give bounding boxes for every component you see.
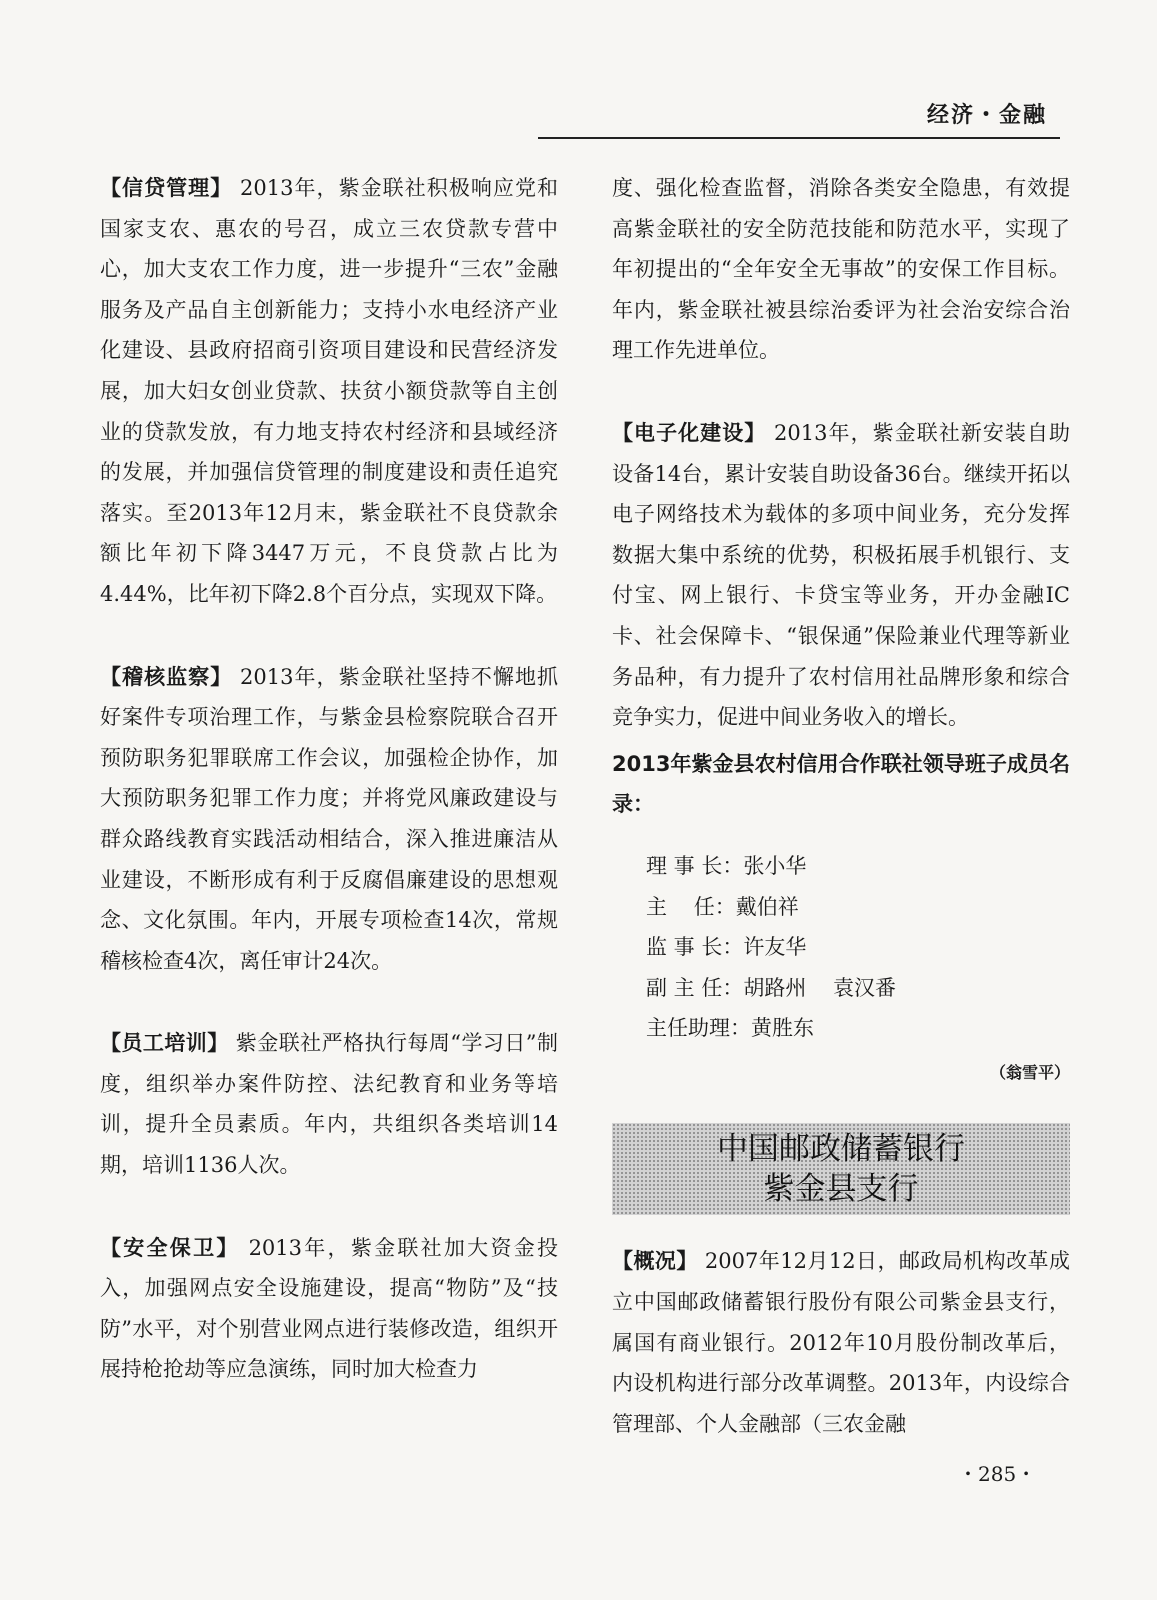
- credit-management-text: 2013年，紫金联社积极响应党和国家支农、惠农的号召，成立三农贷款专营中心，加大支农工作力度，进一步提升“三农”金融服务及产品自主创新能力；支持小水电经济产业化建设、县政府招商引资项目建设和民营经济发展，加大妇女创业贷款、扶贫小额贷款等自主创业的贷款发放，有力地支持农村经济和县域经济的发展，并加强信贷管理的制度建设和责任追究落实。至2013年12月末，紫金联社不良贷款余额比年初下降3447万元，不良贷款占比为4.44%，比年初下降2.8个百分点，实现双下降。: [100, 176, 558, 606]
- banner-title-line2: 紫金县支行: [763, 1171, 919, 1208]
- running-header: 经济・金融: [926, 103, 1047, 128]
- roster-title: 2013年紫金县农村信用合作联社领导班子成员名录：: [612, 751, 1070, 817]
- left-column: [100, 168, 558, 1432]
- roster-item: 主任助理：黄胜东: [646, 1016, 814, 1041]
- section-banner: [612, 1123, 1070, 1215]
- audit-heading: 【稽核监察】: [100, 664, 233, 689]
- training-text: 紫金联社严格执行每周“学习日”制度，组织举办案件防控、法纪教育和业务等培训，提升全员素质。年内，共组织各类培训14期，培训1136人次。: [100, 1031, 558, 1178]
- overview-text: 2007年12月12日，邮政局机构改革成立中国邮政储蓄银行股份有限公司紫金县支行，属国有商业银行。2012年10月股份制改革后，内设机构进行部分改革调整。2013年，内设综合管理部、个人金融部（三农金融: [612, 1249, 1071, 1436]
- header-rule: [538, 137, 1060, 139]
- credit-management-section: [100, 168, 558, 615]
- security-continued-text: 度、强化检查监督，消除各类安全隐患，有效提高紫金联社的安全防范技能和防范水平，实现了年初提出的“全年安全无事故”的安保工作目标。年内，紫金联社被县综治委评为社会治安综合治理工作先进单位。: [612, 176, 1070, 363]
- author-credit: （翁雪平）: [989, 1062, 1070, 1082]
- audit-text: 2013年，紫金联社坚持不懈地抓好案件专项治理工作，与紫金县检察院联合召开预防职务犯罪联席工作会议，加强检企协作，加大预防职务犯罪工作力度；并将党风廉政建设与群众路线教育实践活动相结合，深入推进廉洁从业建设，不断形成有利于反腐倡廉建设的思想观念、文化氛围。年内，开展专项检查14次，常规稽核检查4次，离任审计24次。: [100, 664, 558, 973]
- training-section: [100, 1023, 558, 1185]
- credit-management-heading: 【信贷管理】: [100, 176, 233, 200]
- electronic-section: [612, 413, 1070, 738]
- roster-item: 监 事 长：许友华: [646, 935, 807, 960]
- electronic-text: 2013年，紫金联社新安装自助设备14台，累计安装自助设备36台。继续开拓以电子网络技术为载体的多项中间业务，充分发挥数据大集中系统的优势，积极拓展手机银行、支付宝、网上银行、卡贷宝等业务，开办金融IC卡、社会保障卡、“银保通”保险兼业代理等新业务品种，有力提升了农村信用社品牌形象和综合竞争实力，促进中间业务收入的增长。: [612, 420, 1070, 730]
- page-number: ・285・: [958, 1462, 1037, 1486]
- right-column: [612, 168, 1070, 1486]
- banner-title-line1: 中国邮政储蓄银行: [717, 1131, 965, 1168]
- security-section: [100, 1228, 558, 1390]
- roster-item: 主 任：戴伯祥: [646, 894, 799, 919]
- audit-section: [100, 657, 558, 982]
- electronic-heading: 【电子化建设】: [612, 420, 767, 445]
- overview-section: [612, 1241, 1070, 1444]
- roster-item: 理 事 长：张小华: [646, 853, 807, 878]
- security-text: 2013年，紫金联社加大资金投入，加强网点安全设施建设，提高“物防”及“技防”水平，对个别营业网点进行装修改造，组织开展持枪抢劫等应急演练，同时加大检查力: [100, 1235, 558, 1382]
- overview-heading: 【概况】: [612, 1249, 698, 1274]
- security-heading: 【安全保卫】: [100, 1235, 240, 1260]
- roster-item: 副 主 任：胡路州 袁汉番: [646, 975, 897, 1000]
- training-heading: 【员工培训】: [100, 1031, 229, 1056]
- roster-list: [612, 846, 1070, 1049]
